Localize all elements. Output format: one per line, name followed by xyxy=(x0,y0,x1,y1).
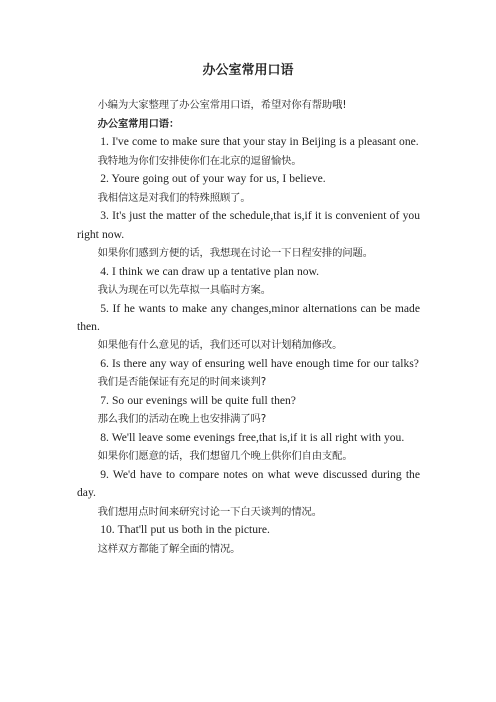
phrase-en-1: 1. I've come to make sure that your stay in Beijing is a pleasant one. xyxy=(100,135,419,149)
document-body xyxy=(77,96,420,558)
phrase-en-3: 3. It's just the matter of the schedule,that is,if it is convenient of you right now. xyxy=(77,209,420,241)
phrase-en-2: 2. Youre going out of your way for us, I believe. xyxy=(100,172,326,186)
phrase-zh-5: 如果他有什么意见的话，我们还可以对计划稍加修改。 xyxy=(97,339,343,352)
phrase-en-10: 10. That'll put us both in the picture. xyxy=(100,523,270,537)
phrase-zh-1: 我特地为你们安排使你们在北京的逗留愉快。 xyxy=(97,154,302,167)
phrase-en-9: 9. We'd have to compare notes on what weve discussed during the day. xyxy=(77,468,420,500)
phrase-en-4: 4. I think we can draw up a tentative plan now. xyxy=(100,264,320,278)
phrase-zh-6: 我们是否能保证有充足的时间来谈判? xyxy=(97,376,267,389)
page-title: 办公室常用口语 xyxy=(202,63,294,78)
phrase-en-5: 5. If he wants to make any changes,minor alternations can be made then. xyxy=(77,301,420,333)
phrase-en-8: 8. We'll leave some evenings free,that is,if it is all right with you. xyxy=(100,431,405,444)
phrase-zh-4: 我认为现在可以先草拟一具临时方案。 xyxy=(97,284,271,296)
phrase-zh-9: 我们想用点时间来研究讨论一下白天谈判的情况。 xyxy=(97,505,322,518)
phrase-zh-3: 如果你们感到方便的话，我想现在讨论一下日程安排的问题。 xyxy=(97,247,373,259)
phrase-en-7: 7. So our evenings will be quite full then? xyxy=(100,394,296,407)
section-heading: 办公室常用口语： xyxy=(97,117,180,130)
phrase-en-6: 6. Is there any way of ensuring well have enough time for our talks? xyxy=(100,357,419,370)
phrase-zh-8: 如果你们愿意的话，我们想留几个晚上供你们自由支配。 xyxy=(97,450,353,463)
phrase-zh-2: 我相信这是对我们的特殊照顾了。 xyxy=(97,191,251,204)
intro-paragraph: 小编为大家整理了办公室常用口语，希望对你有帮助哦! xyxy=(97,99,347,111)
phrase-zh-7: 那么我们的活动在晚上也安排满了吗? xyxy=(97,413,267,426)
phrase-zh-10: 这样双方都能了解全面的情况。 xyxy=(97,542,241,555)
